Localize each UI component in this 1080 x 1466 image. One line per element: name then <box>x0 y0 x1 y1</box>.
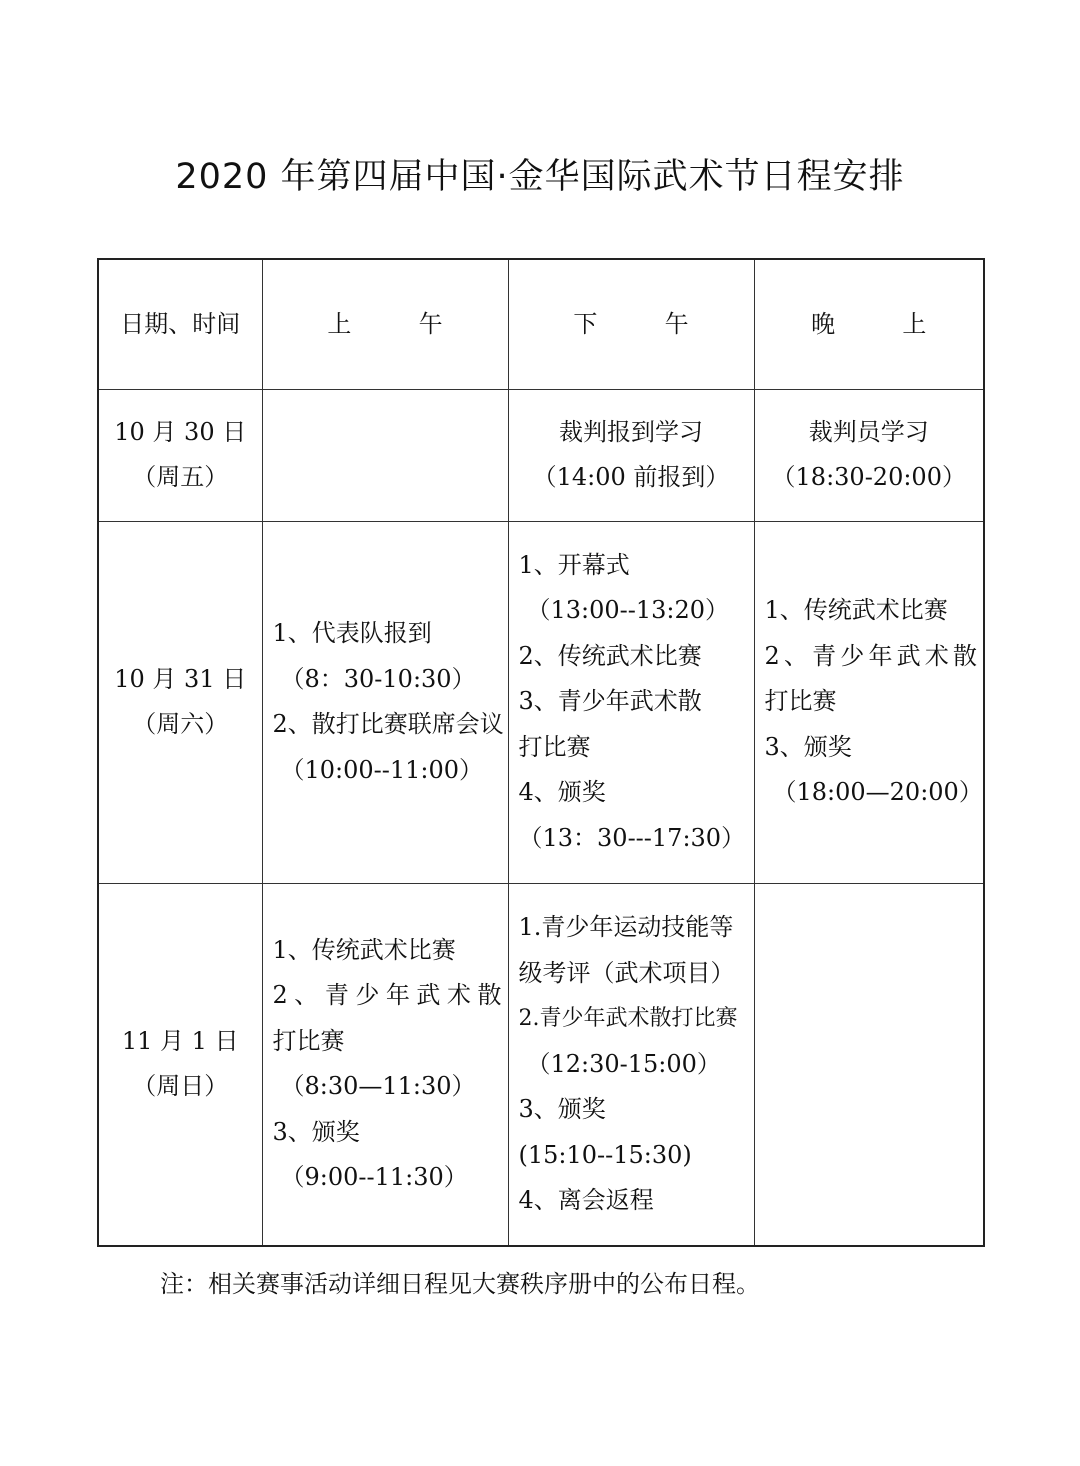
schedule-line: 3、颁奖 <box>272 1117 360 1146</box>
afternoon-cell <box>508 389 754 521</box>
schedule-line: 3、青少年武术散 <box>518 687 702 716</box>
schedule-table <box>97 258 985 1247</box>
schedule-line: 4、颁奖 <box>518 778 606 807</box>
schedule-line: 裁判报到学习 <box>559 417 703 446</box>
schedule-line: 4、离会返程 <box>518 1186 654 1214</box>
schedule-line: 1、传统武术比赛 <box>272 935 456 964</box>
schedule-line: (15:10--15:30) <box>518 1140 692 1169</box>
schedule-line: （18:00—20:00） <box>772 778 983 807</box>
page-title: 2020 年第四届中国·金华国际武术节日程安排 <box>175 157 905 197</box>
schedule-line: 2、青少年武术散 <box>764 641 977 670</box>
table-row <box>98 883 984 1246</box>
header-morning: 上 午 <box>262 259 508 389</box>
schedule-line: （13：30---17:30） <box>518 823 746 852</box>
date-text: 10 月 31 日 <box>114 664 247 693</box>
schedule-line: （8：30-10:30） <box>280 664 476 693</box>
schedule-line: 3、颁奖 <box>764 732 852 761</box>
schedule-line: 级考评（武术项目） <box>518 958 735 987</box>
schedule-line: （8:30—11:30） <box>280 1072 476 1101</box>
afternoon-cell <box>508 883 754 1246</box>
schedule-line: 2、传统武术比赛 <box>518 641 702 670</box>
header-date-time: 日期、时间 <box>98 259 262 389</box>
evening-cell <box>754 521 984 883</box>
schedule-line: 打比赛 <box>764 687 837 716</box>
table-row <box>98 521 984 883</box>
schedule-line: 3、颁奖 <box>518 1095 606 1123</box>
weekday-text: （周六） <box>132 710 229 738</box>
evening-cell <box>754 389 984 521</box>
morning-cell <box>262 883 508 1246</box>
date-text: 10 月 30 日 <box>114 417 247 446</box>
schedule-line: 2、散打比赛联席会议 <box>272 710 504 738</box>
schedule-line: （18:30-20:00） <box>771 463 966 491</box>
schedule-line: （12:30-15:00） <box>526 1049 721 1078</box>
table-header-row <box>98 259 984 389</box>
schedule-line: （9:00--11:30） <box>280 1163 468 1192</box>
date-cell <box>98 389 262 521</box>
afternoon-cell <box>508 521 754 883</box>
schedule-line: 2.青少年武术散打比赛 <box>518 1006 738 1031</box>
weekday-text: （周五） <box>132 463 229 491</box>
schedule-line: 1、传统武术比赛 <box>764 596 948 625</box>
schedule-line: 打比赛 <box>272 1026 345 1055</box>
schedule-line: 1、开幕式 <box>518 550 630 579</box>
date-cell <box>98 883 262 1246</box>
header-evening: 晚 上 <box>754 259 984 389</box>
morning-cell <box>262 389 508 521</box>
date-cell <box>98 521 262 883</box>
header-afternoon: 下 午 <box>508 259 754 389</box>
schedule-line: （13:00--13:20） <box>526 596 730 625</box>
weekday-text: （周日） <box>132 1072 229 1101</box>
schedule-line: （10:00--11:00） <box>280 755 484 784</box>
schedule-line: 1.青少年运动技能等 <box>518 913 734 941</box>
schedule-line: 裁判员学习 <box>808 417 929 446</box>
date-text: 11 月 1 日 <box>121 1026 239 1055</box>
morning-cell <box>262 521 508 883</box>
evening-cell <box>754 883 984 1246</box>
schedule-line: 1、代表队报到 <box>272 619 432 647</box>
table-row <box>98 389 984 521</box>
footnote: 注：相关赛事活动详细日程见大赛秩序册中的公布日程。 <box>160 1270 760 1298</box>
schedule-line: （14:00 前报到） <box>532 463 730 491</box>
schedule-line: 打比赛 <box>518 732 591 761</box>
schedule-line: 2、青少年武术散 <box>272 981 502 1010</box>
